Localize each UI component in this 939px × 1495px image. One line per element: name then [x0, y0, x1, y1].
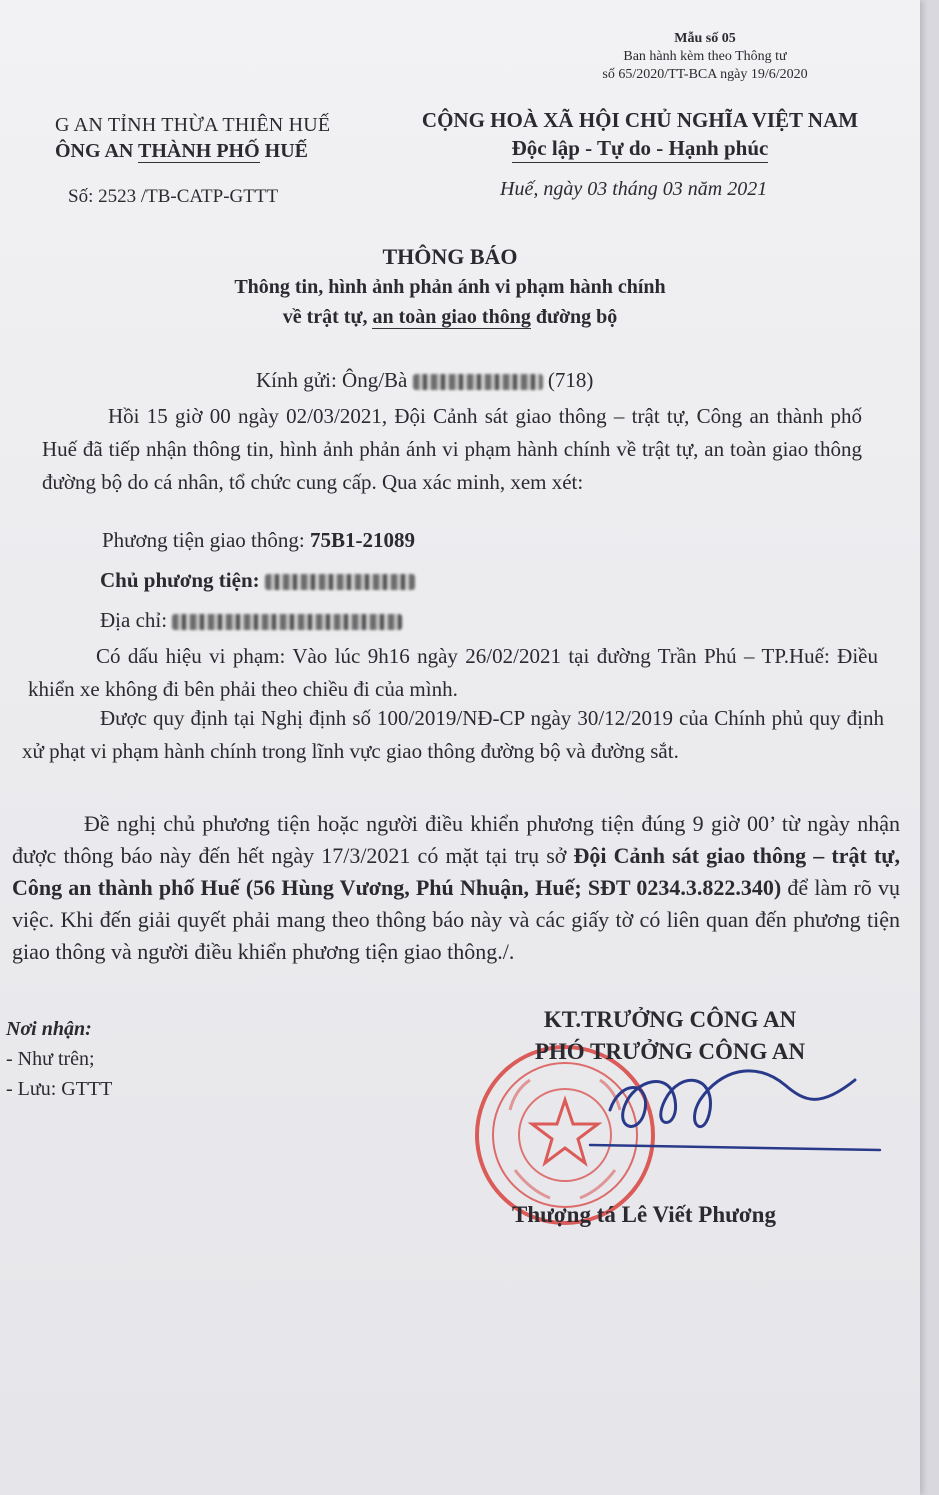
paragraph-regulation: [22, 702, 884, 768]
agency-line2-underlined: THÀNH PHỐ: [137, 140, 260, 162]
vehicle-label: Phương tiện giao thông:: [102, 528, 310, 552]
recipient-line: [256, 368, 593, 393]
nation-name: CỘNG HOÀ XÃ HỘI CHỦ NGHĨA VIỆT NAM: [421, 108, 859, 132]
violation-text: Có dấu hiệu vi phạm: Vào lúc 9h16 ngày 26/02/2021 tại đường Trần Phú – TP.Huế: Điều khiển xe không đi bên phải theo chiều đi của mình.: [28, 644, 878, 701]
form-reference: [560, 30, 850, 84]
paragraph-violation: [28, 640, 878, 706]
request-part2: để làm rõ vụ việc. Khi đến giải quyết phải mang theo thông báo này và các giấy tờ có liên quan đến phương tiện giao thông và người điều khiển phương tiện giao thông./.: [12, 875, 900, 964]
agency-line1: G AN TỈNH THỪA THIÊN HUẾ: [55, 114, 331, 136]
receiver-item: - Như trên;: [6, 1048, 95, 1070]
document-number: Số: 2523 /TB-CATP-GTTT: [68, 186, 279, 207]
redacted-name: [413, 374, 543, 390]
address-label: Địa chỉ:: [100, 608, 173, 632]
paragraph-request: [12, 808, 900, 968]
issuing-agency: [55, 112, 375, 164]
form-ref-line2: Ban hành kèm theo Thông tư: [623, 49, 787, 64]
vehicle-plate: 75B1-21089: [309, 528, 415, 552]
document-title: [100, 242, 800, 332]
redacted-owner: [265, 574, 415, 590]
title-sub2-prefix: về trật tự,: [282, 306, 373, 328]
title-main: THÔNG BÁO: [382, 244, 518, 269]
owner-field: [100, 568, 415, 593]
vehicle-field: [102, 528, 415, 553]
signature-title: [480, 1004, 860, 1068]
recipient-prefix: Kính gửi: Ông/Bà: [256, 368, 408, 392]
address-field: [100, 608, 402, 633]
title-sub2-underlined: an toàn giao thông: [372, 306, 531, 328]
title-sub2-suffix: đường bộ: [530, 306, 618, 328]
agency-line2-suffix: HUẾ: [259, 140, 308, 162]
paragraph-intro: [42, 400, 862, 499]
recipient-suffix: (718): [547, 368, 594, 392]
title-sub1: Thông tin, hình ảnh phản ánh vi phạm hành chính: [234, 276, 666, 298]
redacted-address: [172, 614, 402, 630]
receivers-block: [6, 1014, 112, 1104]
request-bold: Đội Cảnh sát giao thông – trật tự, Công an thành phố Huế (56 Hùng Vương, Phú Nhuận, Huế; SĐT 0234.3.822.340): [12, 843, 900, 900]
form-ref-line3: số 65/2020/TT-BCA ngày 19/6/2020: [602, 67, 808, 82]
request-part1: Đề nghị chủ phương tiện hoặc người điều khiển phương tiện đúng 9 giờ 00’ từ ngày nhận được thông báo này đến hết ngày 17/3/2021 có mặt tại trụ sở: [12, 811, 900, 868]
signer-name: Thượng tá Lê Viết Phương: [512, 1202, 776, 1227]
title-sub2: [100, 302, 800, 332]
place-date: Huế, ngày 03 tháng 03 năm 2021: [500, 178, 768, 200]
signature-line1: KT.TRƯỞNG CÔNG AN: [543, 1007, 797, 1032]
national-header: [405, 106, 875, 163]
agency-line2: [55, 138, 375, 164]
agency-line2-prefix: ÔNG AN: [55, 140, 138, 162]
regulation-text: Được quy định tại Nghị định số 100/2019/NĐ-CP ngày 30/12/2019 của Chính phủ quy định xử phạt vi phạm hành chính trong lĩnh vực giao thông đường bộ và đường sắt.: [22, 706, 884, 763]
nation-motto: Độc lập - Tự do - Hạnh phúc: [512, 134, 769, 163]
owner-label: Chủ phương tiện:: [100, 568, 265, 592]
form-number: Mẫu số 05: [674, 31, 736, 46]
receivers-title: Nơi nhận:: [6, 1018, 92, 1040]
signature-line2: PHÓ TRƯỞNG CÔNG AN: [534, 1039, 806, 1064]
paragraph-intro-text: Hồi 15 giờ 00 ngày 02/03/2021, Đội Cảnh sát giao thông – trật tự, Công an thành phố Huế đã tiếp nhận thông tin, hình ảnh phản ánh vi phạm hành chính về trật tự, an toàn giao thông đường bộ do cá nhân, tổ chức cung cấp. Qua xác minh, xem xét:: [42, 404, 862, 494]
receiver-item: - Lưu: GTTT: [6, 1078, 113, 1100]
